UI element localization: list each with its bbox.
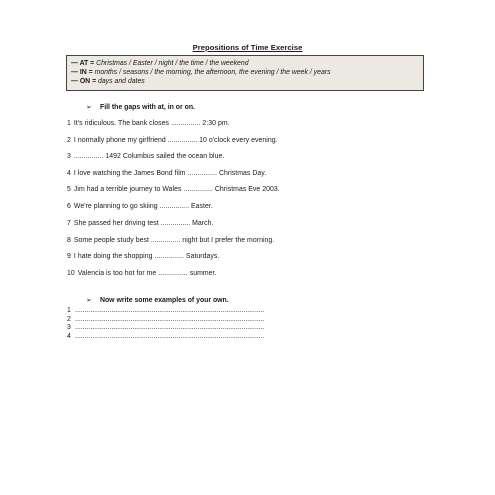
question-8: [67, 237, 274, 244]
rule-dash: —: [71, 60, 80, 67]
question-text: I hate doing the shopping ............... Saturdays.: [73, 253, 220, 260]
question-number: 7: [67, 220, 71, 227]
example-blank[interactable]: ...................................................................................................: [75, 315, 265, 323]
question-text: Jim had a terrible journey to Wales ............... Christmas Eve 2003.: [73, 186, 280, 193]
instruction-fill-gaps: [86, 103, 195, 111]
question-number: 10: [67, 270, 75, 277]
example-line-2[interactable]: [67, 316, 265, 325]
question-number: 5: [67, 186, 71, 193]
instruction-text: Now write some examples of your own.: [100, 297, 229, 304]
example-line-4[interactable]: [67, 333, 265, 342]
question-text: I normally phone my girlfriend ............... 10 o'clock every evening.: [73, 137, 278, 144]
page-title: Prepositions of Time Exercise: [192, 43, 303, 52]
example-blank[interactable]: ...................................................................................................: [75, 307, 265, 314]
rule-equals: =: [90, 78, 99, 85]
rule-at: [71, 59, 418, 68]
arrow-bullet-icon: ➢: [86, 104, 92, 111]
rule-key: IN: [79, 69, 87, 76]
example-number: 1: [67, 307, 71, 314]
question-number: 1: [67, 120, 71, 127]
rule-key: ON: [79, 78, 91, 85]
question-number: 9: [67, 253, 71, 260]
question-number: 4: [67, 170, 71, 177]
rule-in: [71, 68, 418, 77]
rule-text: months / seasons / the morning, the afternoon, the evening / the week / years: [94, 69, 331, 76]
rule-text: Christmas / Easter / night / the time / the weekend: [96, 60, 249, 67]
rule-equals: =: [86, 69, 95, 76]
example-number: 4: [67, 332, 71, 340]
example-number: 3: [67, 324, 71, 331]
question-text: We're planning to go skiing ............... Easter.: [73, 203, 213, 210]
instruction-text: Fill the gaps with at, in or on.: [100, 104, 195, 111]
question-number: 3: [67, 153, 71, 160]
instruction-write-examples: [86, 296, 229, 304]
question-text: I love watching the James Bond film ............... Christmas Day.: [73, 170, 267, 177]
question-2: [67, 137, 278, 144]
rule-on: [71, 77, 418, 86]
rules-box: [66, 55, 424, 91]
question-text: Valencia is too hot for me ............... summer.: [77, 270, 217, 277]
question-10: [67, 270, 216, 277]
question-4: [67, 170, 266, 177]
example-line-3[interactable]: [67, 324, 265, 333]
question-6: [67, 203, 213, 210]
question-text: Some people study best ............... night but I prefer the morning.: [73, 237, 275, 244]
rule-equals: =: [88, 60, 97, 67]
question-text: ............... 1492 Columbus sailed the ocean blue.: [73, 153, 225, 160]
question-text: She passed her driving test ............... March.: [73, 220, 214, 227]
question-9: [67, 253, 219, 260]
question-number: 6: [67, 203, 71, 210]
question-number: 2: [67, 137, 71, 144]
question-number: 8: [67, 237, 71, 244]
question-7: [67, 220, 214, 227]
rule-dash: —: [71, 69, 80, 76]
question-3: [67, 153, 224, 160]
question-text: It's ridiculous. The bank closes ............... 2:30 pm.: [73, 120, 230, 127]
question-5: [67, 186, 280, 193]
rule-key: AT: [79, 60, 89, 67]
arrow-bullet-icon: ➢: [86, 297, 92, 304]
example-blank[interactable]: ...................................................................................................: [75, 324, 265, 331]
example-blank[interactable]: ...................................................................................................: [75, 332, 265, 340]
rule-dash: —: [71, 78, 80, 85]
question-1: [67, 120, 230, 127]
rule-text: days and dates: [98, 78, 145, 85]
example-number: 2: [67, 315, 71, 323]
example-line-1[interactable]: [67, 307, 265, 316]
